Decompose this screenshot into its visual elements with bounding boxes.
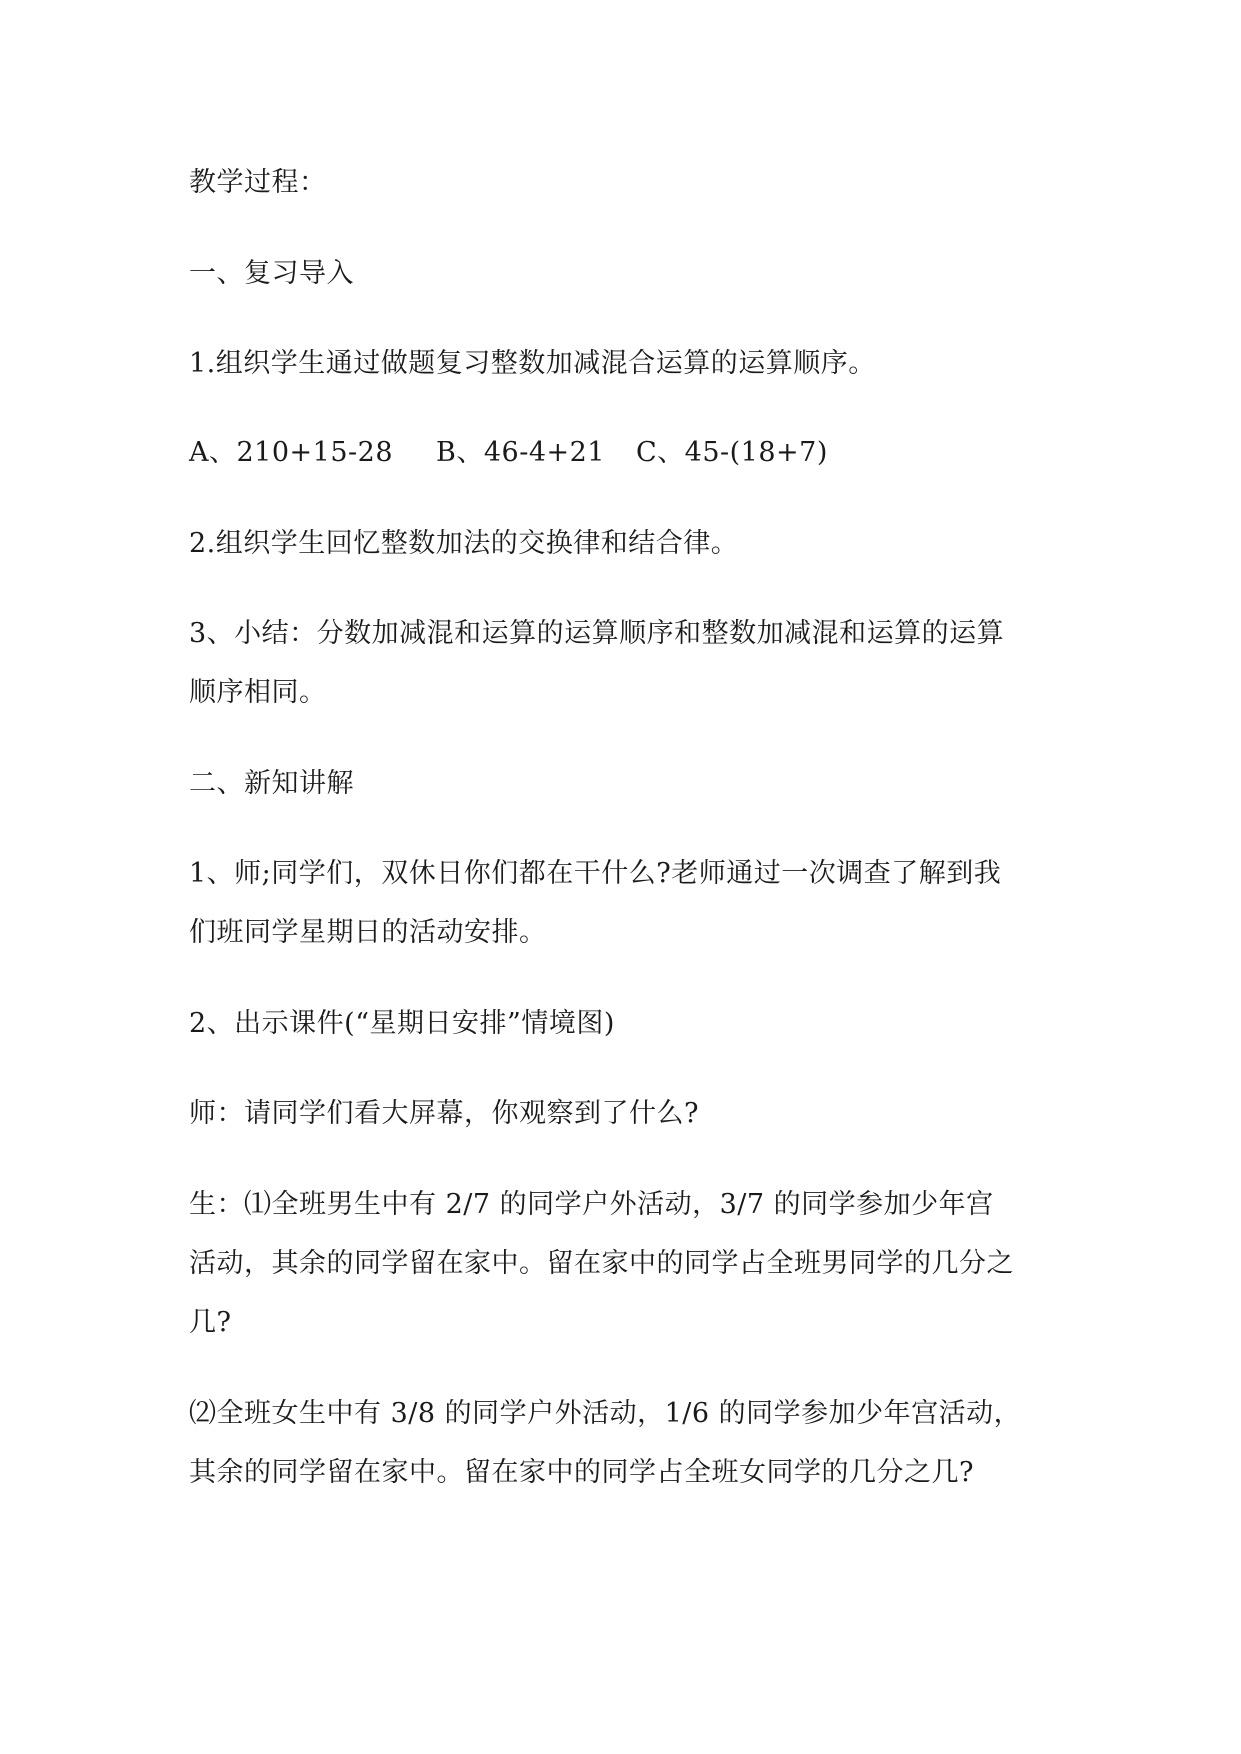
document-title: 教学过程： bbox=[189, 167, 327, 198]
student-answer-line-1: 生：⑴全班男生中有 2/7 的同学户外活动，3/7 的同学参加少年宫 bbox=[189, 1189, 994, 1220]
student-answer-line-2: 活动，其余的同学留在家中。留在家中的同学占全班男同学的几分之 bbox=[189, 1248, 1014, 1279]
new-item-2: 2、出示课件(“星期日安排”情境图) bbox=[189, 1008, 615, 1039]
question-2-line-1: ⑵全班女生中有 3/8 的同学户外活动，1/6 的同学参加少年宫活动， bbox=[189, 1398, 1022, 1429]
section-heading-new-knowledge: 二、新知讲解 bbox=[189, 768, 354, 799]
question-2-line-2: 其余的同学留在家中。留在家中的同学占全班女同学的几分之几? bbox=[189, 1457, 974, 1488]
review-item-2: 2.组织学生回忆整数加法的交换律和结合律。 bbox=[189, 528, 739, 559]
new-item-1-line-2: 们班同学星期日的活动安排。 bbox=[189, 917, 547, 948]
review-summary-line-2: 顺序相同。 bbox=[189, 677, 327, 708]
formula-a: A、210+15-28 bbox=[189, 437, 393, 468]
formula-b: B、46-4+21 bbox=[436, 437, 605, 468]
formula-c: C、45-(18+7) bbox=[636, 437, 828, 468]
formula-list bbox=[189, 436, 828, 470]
review-summary-line-1: 3、小结：分数加减混和运算的运算顺序和整数加减混和运算的运算 bbox=[189, 618, 1005, 649]
student-answer-line-3: 几? bbox=[189, 1307, 232, 1338]
new-item-1-line-1: 1、师;同学们，双休日你们都在干什么?老师通过一次调查了解到我 bbox=[189, 858, 1002, 889]
review-item-1: 1.组织学生通过做题复习整数加减混合运算的运算顺序。 bbox=[189, 348, 876, 379]
section-heading-review: 一、复习导入 bbox=[189, 258, 354, 289]
teacher-prompt: 师：请同学们看大屏幕，你观察到了什么? bbox=[189, 1098, 699, 1129]
